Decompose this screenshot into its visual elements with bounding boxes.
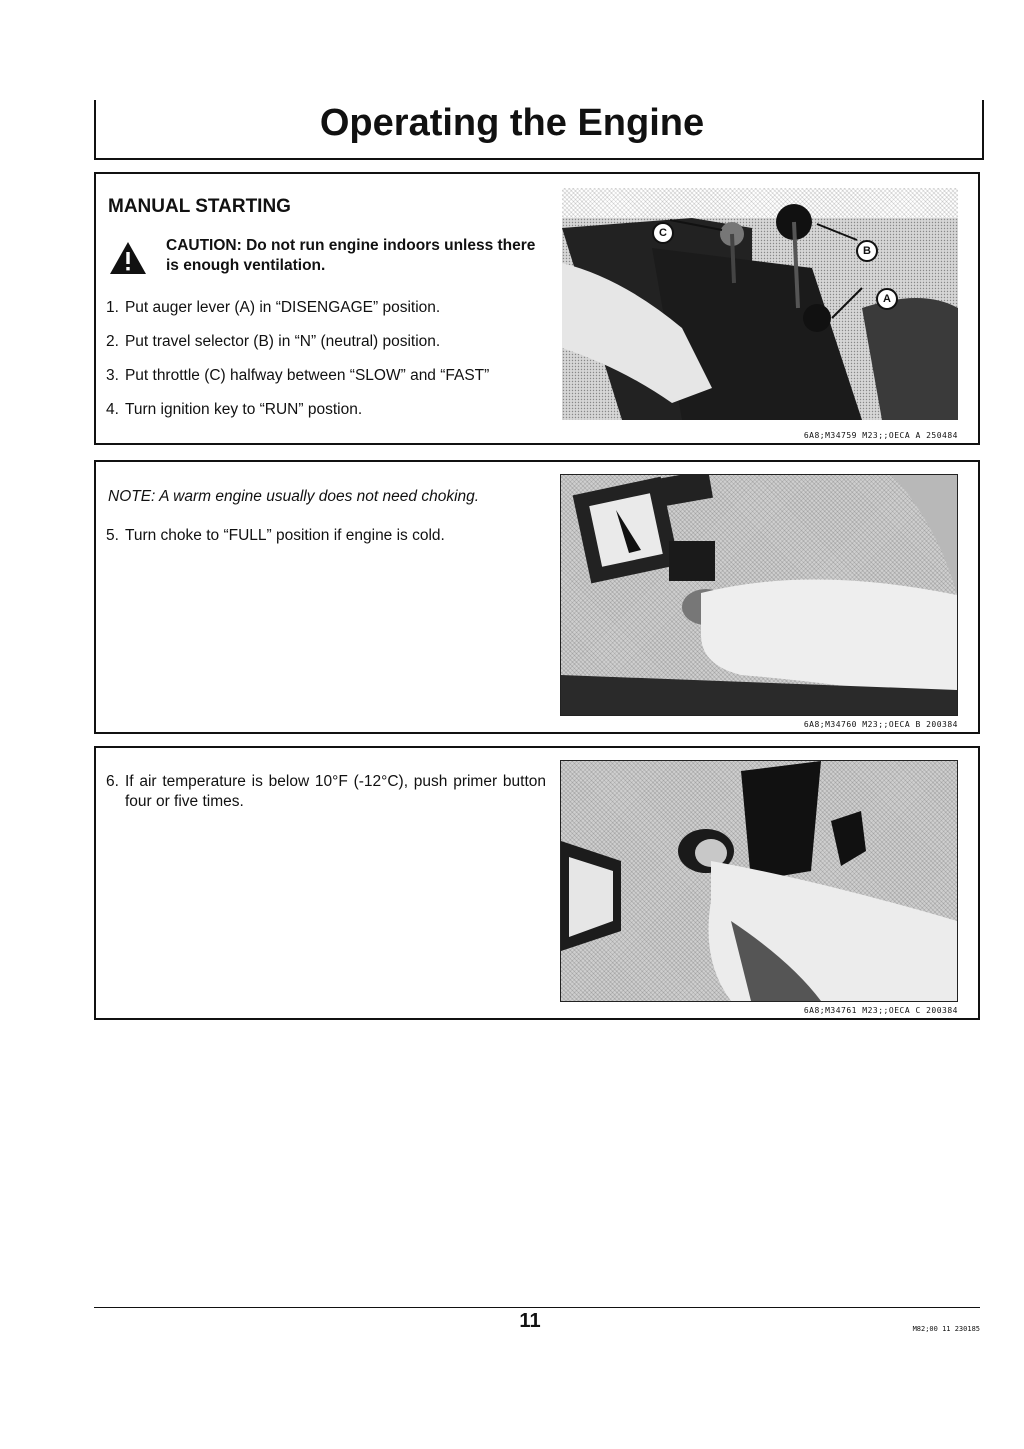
step-list (106, 298, 489, 434)
warning-triangle-icon (108, 240, 148, 276)
callout-b: B (856, 240, 878, 262)
step-number: 1. (106, 299, 119, 316)
callout-a: A (876, 288, 898, 310)
step-number: 6. (106, 773, 119, 790)
list-item (106, 332, 489, 366)
caution-block (108, 236, 548, 276)
page-title: Operating the Engine (319, 102, 705, 144)
document-code: M82;00 11 230185 (912, 1325, 980, 1333)
list-item (106, 298, 489, 332)
photo-code: 6A8;M34760 M23;;OECA B 200384 (803, 720, 958, 729)
primer-panel (94, 746, 980, 1020)
list-item (106, 400, 489, 434)
controls-illustration (562, 188, 958, 420)
choke-panel (94, 460, 980, 734)
step-text: Put auger lever (A) in “DISENGAGE” position. (124, 299, 441, 316)
list-item (106, 526, 445, 546)
step-text: Turn ignition key to “RUN” postion. (124, 401, 363, 418)
callout-c: C (652, 222, 674, 244)
primer-illustration (561, 761, 957, 1001)
photo-code: 6A8;M34761 M23;;OECA C 200384 (803, 1006, 958, 1015)
caution-text: CAUTION: Do not run engine indoors unless there is enough ventilation. (166, 237, 536, 274)
step-number: 5. (106, 527, 119, 544)
list-item (106, 366, 489, 400)
page-number: 11 (519, 1310, 541, 1332)
step-text: Turn choke to “FULL” position if engine is cold. (124, 527, 445, 544)
step-number: 4. (106, 401, 119, 418)
step-number: 2. (106, 333, 119, 350)
manual-starting-panel (94, 172, 980, 445)
photo-code: 6A8;M34759 M23;;OECA A 250484 (803, 431, 958, 440)
step-text: If air temperature is below 10°F (-12°C), push primer button four or five times. (124, 773, 546, 810)
note-text: NOTE: A warm engine usually does not need choking. (108, 488, 480, 505)
step-text: Put travel selector (B) in “N” (neutral) position. (124, 333, 441, 350)
primer-photo (560, 760, 958, 1002)
footer-rule (94, 1307, 980, 1308)
step-number: 3. (106, 367, 119, 384)
section-heading: MANUAL STARTING (108, 196, 291, 217)
step-list (106, 526, 445, 546)
choke-photo (560, 474, 958, 716)
step-list (106, 772, 546, 812)
choke-illustration (561, 475, 957, 715)
step-text: Put throttle (C) halfway between “SLOW” and “FAST” (124, 367, 490, 384)
controls-photo (562, 188, 958, 420)
list-item (106, 772, 546, 812)
